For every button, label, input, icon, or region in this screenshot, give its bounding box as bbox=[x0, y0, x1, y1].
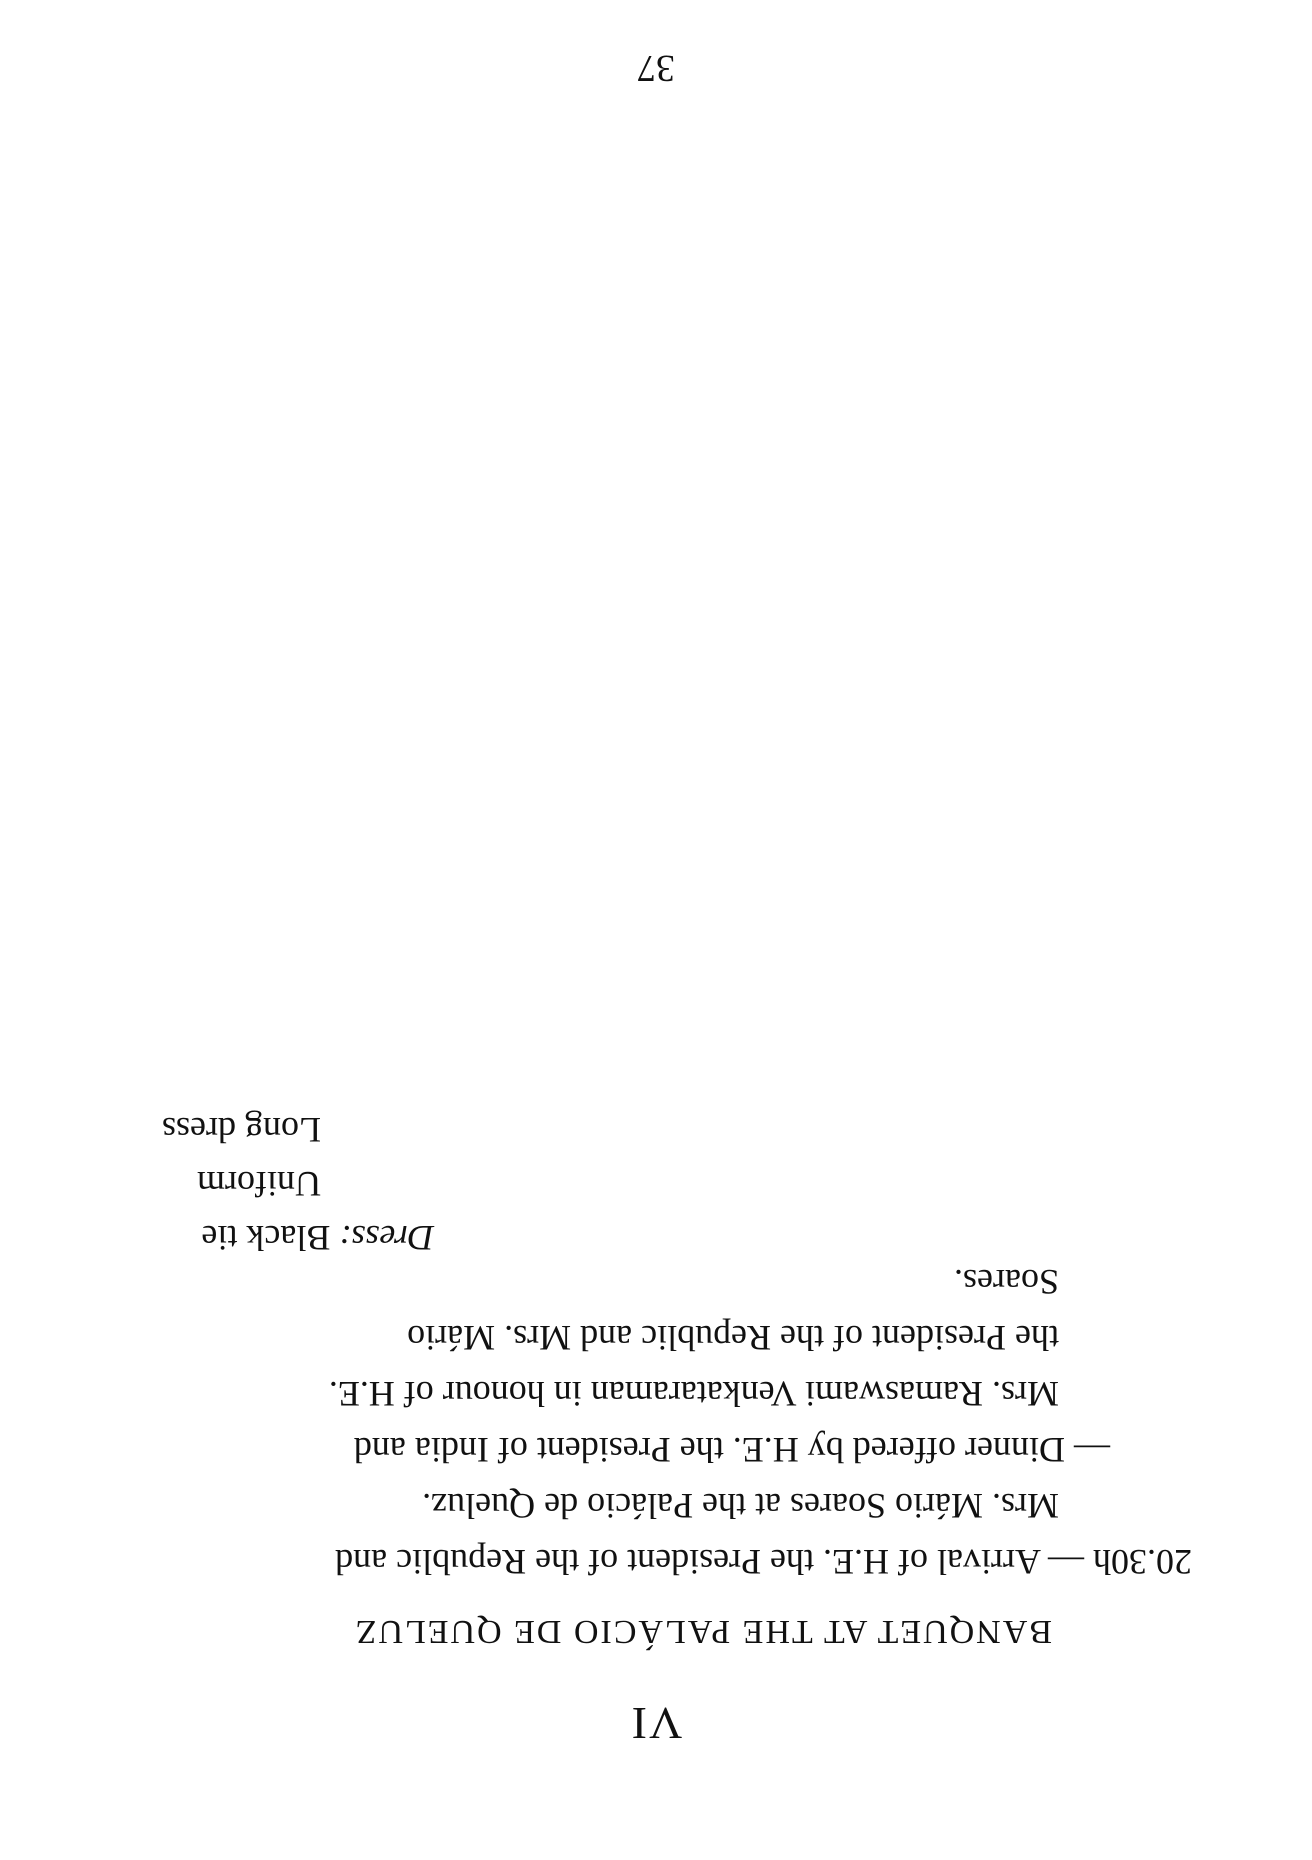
dress-item: Long dress bbox=[162, 1110, 321, 1150]
schedule-entry bbox=[192, 1254, 1192, 1590]
entry-line: the President of the Republic and Mrs. Mário bbox=[407, 1318, 1059, 1358]
entry-line: Mrs. Mário Soares at the Palácio de Queluz. bbox=[422, 1486, 1059, 1526]
entry-line: Mrs. Ramaswami Venkataraman in honour of H.E. bbox=[328, 1374, 1059, 1414]
section-number: VI bbox=[629, 1698, 683, 1749]
dress-row-first bbox=[162, 1211, 434, 1265]
dress-code bbox=[162, 1103, 434, 1265]
dress-label: Dress: bbox=[339, 1218, 434, 1258]
page-number: 37 bbox=[637, 47, 675, 89]
entry-line: — Dinner offered by H.E. the President of India and bbox=[353, 1430, 1110, 1470]
dress-item: Black tie bbox=[201, 1218, 331, 1258]
section-title: BANQUET AT THE PALÁCIO DE QUELUZ bbox=[353, 1613, 1052, 1650]
dress-item: Uniform bbox=[197, 1164, 321, 1204]
entry-line: 20.30h — Arrival of H.E. the President of the Republic and bbox=[335, 1542, 1192, 1582]
entry-line: Soares. bbox=[954, 1262, 1059, 1302]
